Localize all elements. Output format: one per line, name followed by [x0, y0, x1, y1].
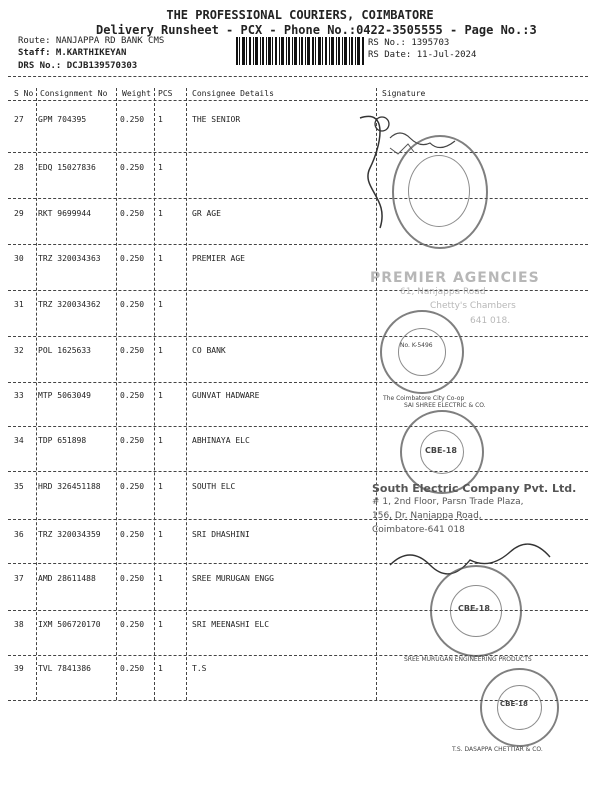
row-sno: 37 [14, 574, 24, 583]
row-consignment: EDQ 15027836 [38, 163, 96, 172]
col-consignment-header: Consignment No [40, 89, 108, 98]
row-sno: 36 [14, 530, 24, 539]
header-divider-bottom [8, 100, 588, 101]
row-consignee: SRI MEENASHI ELC [192, 620, 270, 629]
south-electric-name: South Electric Company Pvt. Ltd. [372, 482, 577, 495]
row-sno: 29 [14, 209, 24, 218]
row-pcs: 1 [158, 436, 163, 445]
row-sno: 28 [14, 163, 24, 172]
row-consignment: TVL 7841386 [38, 664, 91, 673]
route-text: Route: NANJAPPA RD BANK CMS [18, 36, 165, 46]
ts-dasappa-stamp-code: CBE-18 [500, 700, 528, 708]
row-weight: 0.250 [120, 436, 145, 445]
row-consignee: SRI DHASHINI [192, 530, 250, 539]
col-pcs-header: PCS [158, 89, 173, 98]
row-pcs: 1 [158, 163, 163, 172]
row-sno: 32 [14, 346, 24, 355]
row-consignment: GPM 704395 [38, 115, 87, 124]
row-divider [8, 336, 588, 337]
premier-address-line2: Chetty's Chambers [430, 301, 516, 311]
row-divider [8, 519, 588, 520]
row-sno: 31 [14, 300, 24, 309]
ts-dasappa-stamp-name: T.S. DASAPPA CHETTIAR & CO. [452, 746, 543, 753]
row-consignment: TRZ 320034363 [38, 254, 101, 263]
row-sno: 35 [14, 482, 24, 491]
row-pcs: 1 [158, 482, 163, 491]
row-pcs: 1 [158, 254, 163, 263]
row-weight: 0.250 [120, 391, 145, 400]
murugan-stamp-code: CBE-18 [458, 604, 490, 613]
row-consignee: SOUTH ELC [192, 482, 236, 491]
row-weight: 0.250 [120, 482, 145, 491]
row-pcs: 1 [158, 300, 163, 309]
south-electric-address2: 156, Dr. Nanjappa Road, [372, 511, 482, 521]
row-consignment: RKT 9699944 [38, 209, 91, 218]
header-divider-top [8, 76, 588, 77]
table-row [0, 346, 600, 392]
rs-date: RS Date: 11-Jul-2024 [368, 50, 477, 60]
row-consignment: POL 1625633 [38, 346, 91, 355]
co-stamp-icon [392, 135, 488, 249]
drs-number: DRS No.: DCJB139570303 [18, 61, 138, 71]
row-consignee: SREE MURUGAN ENGG [192, 574, 274, 583]
row-sno: 38 [14, 620, 24, 629]
barcode-icon [236, 37, 364, 65]
col-sno-header: S No [14, 89, 34, 98]
row-weight: 0.250 [120, 664, 145, 673]
row-weight: 0.250 [120, 254, 145, 263]
row-divider [8, 290, 588, 291]
col-signature-header: Signature [382, 89, 426, 98]
row-sno: 34 [14, 436, 24, 445]
premier-address-line1: 61, Nanjappa Road [400, 287, 486, 297]
row-consignment: AMD 28611488 [38, 574, 96, 583]
row-sno: 30 [14, 254, 24, 263]
rs-number: RS No.: 1395703 [368, 38, 450, 48]
row-weight: 0.250 [120, 620, 145, 629]
row-consignee: T.S [192, 664, 207, 673]
table-row [0, 436, 600, 482]
city-coop-stamp-number: No. K-5496 [400, 342, 433, 349]
row-consignee: CO BANK [192, 346, 226, 355]
row-sno: 33 [14, 391, 24, 400]
murugan-stamp-name: SREE MURUGAN ENGINEERING PRODUCTS [404, 656, 532, 663]
staff-text: Staff: M.KARTHIKEYAN [18, 48, 127, 58]
sai-shree-stamp-code: CBE-18 [425, 446, 457, 455]
sai-shree-stamp-name: SAI SHREE ELECTRIC & CO. [404, 402, 486, 409]
city-coop-stamp-text: The Coimbatore City Co-op [383, 395, 465, 402]
row-weight: 0.250 [120, 574, 145, 583]
row-pcs: 1 [158, 391, 163, 400]
row-consignee: PREMIER AGE [192, 254, 245, 263]
row-weight: 0.250 [120, 530, 145, 539]
row-divider [8, 471, 588, 472]
row-pcs: 1 [158, 574, 163, 583]
south-electric-address3: Coimbatore-641 018 [372, 525, 465, 535]
company-name: THE PROFESSIONAL COURIERS, COIMBATORE [166, 8, 434, 22]
row-consignment: HRD 326451188 [38, 482, 101, 491]
row-weight: 0.250 [120, 209, 145, 218]
row-weight: 0.250 [120, 115, 145, 124]
row-consignment: MTP 5063049 [38, 391, 91, 400]
row-sno: 27 [14, 115, 24, 124]
row-consignee: GR AGE [192, 209, 221, 218]
row-consignment: IXM 506720170 [38, 620, 101, 629]
row-consignee: GUNVAT HADWARE [192, 391, 260, 400]
table-row [0, 391, 600, 437]
row-divider [8, 426, 588, 427]
row-weight: 0.250 [120, 346, 145, 355]
city-coop-stamp-icon [380, 310, 464, 394]
row-pcs: 1 [158, 620, 163, 629]
row-divider [8, 382, 588, 383]
premier-agencies-stamp: PREMIER AGENCIES [370, 270, 540, 286]
row-pcs: 1 [158, 664, 163, 673]
row-weight: 0.250 [120, 163, 145, 172]
row-pcs: 1 [158, 209, 163, 218]
col-weight-header: Weight [122, 89, 151, 98]
row-pcs: 1 [158, 115, 163, 124]
runsheet-title: Delivery Runsheet - PCX - Phone No.:0422-3505555 - Page No.:3 [96, 23, 537, 37]
premier-address-line3: 641 018. [470, 316, 511, 326]
row-pcs: 1 [158, 530, 163, 539]
row-consignment: TDP 651898 [38, 436, 87, 445]
row-consignee: THE SENIOR [192, 115, 241, 124]
row-sno: 39 [14, 664, 24, 673]
row-pcs: 1 [158, 346, 163, 355]
row-weight: 0.250 [120, 300, 145, 309]
south-electric-address1: # 1, 2nd Floor, Parsn Trade Plaza, [372, 497, 524, 507]
row-consignment: TRZ 320034362 [38, 300, 101, 309]
row-consignment: TRZ 320034359 [38, 530, 101, 539]
row-consignee: ABHINAYA ELC [192, 436, 250, 445]
col-consignee-header: Consignee Details [192, 89, 274, 98]
